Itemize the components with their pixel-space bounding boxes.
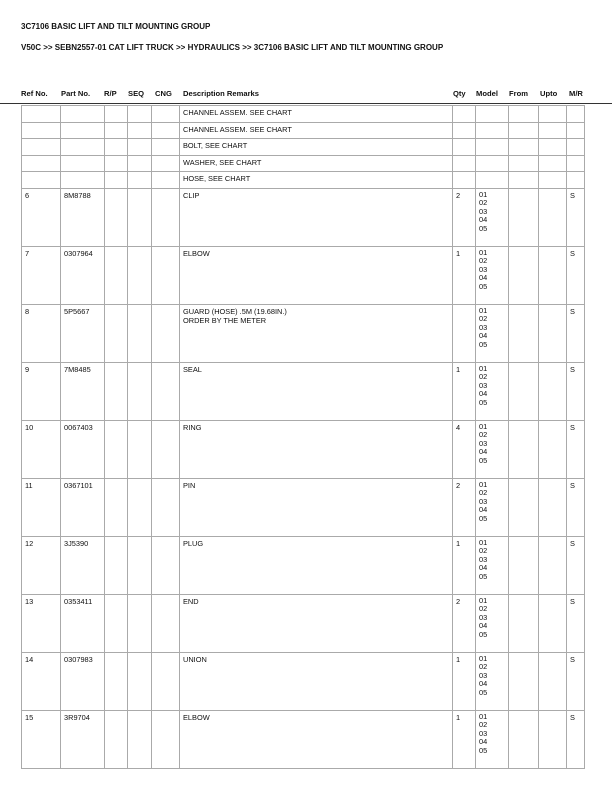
- cell-mr: S: [567, 362, 585, 420]
- cell-seq: [128, 362, 152, 420]
- cell-rp: [105, 139, 128, 156]
- cell-mr: S: [567, 246, 585, 304]
- cell-qty: 1: [453, 536, 476, 594]
- model-code: 03: [479, 496, 488, 506]
- header-cng: CNG: [155, 89, 172, 98]
- cell-from: [509, 155, 539, 172]
- cell-ref: 12: [22, 536, 61, 594]
- cell-qty: 1: [453, 710, 476, 768]
- cell-cng: [152, 536, 180, 594]
- cell-part: 0067403: [61, 420, 105, 478]
- header-seq: SEQ: [128, 89, 145, 98]
- table-row: [22, 304, 585, 362]
- cell-seq: [128, 420, 152, 478]
- cell-qty: 2: [453, 188, 476, 246]
- cell-upto: [539, 139, 567, 156]
- model-code: 04: [479, 273, 488, 282]
- cell-rp: [105, 246, 128, 304]
- cell-part: 0307964: [61, 246, 105, 304]
- model-code: 05: [479, 455, 488, 465]
- cell-mr: [567, 172, 585, 189]
- cell-ref: 13: [22, 594, 61, 652]
- cell-rp: [105, 122, 128, 139]
- cell-desc: [180, 362, 453, 420]
- model-code: 02: [479, 546, 488, 555]
- cell-upto: [539, 122, 567, 139]
- cell-seq: [128, 172, 152, 189]
- cell-upto: [539, 536, 567, 594]
- description-line: CLIP: [183, 190, 200, 200]
- cell-upto: [539, 710, 567, 768]
- description-line: UNION: [183, 654, 207, 664]
- cell-part: 3R9704: [61, 710, 105, 768]
- cell-upto: [539, 478, 567, 536]
- cell-desc: [180, 478, 453, 536]
- cell-desc: [180, 652, 453, 710]
- cell-from: [509, 710, 539, 768]
- cell-upto: [539, 594, 567, 652]
- table-row: [22, 362, 585, 420]
- table-row-note: [22, 139, 585, 156]
- model-code: 02: [479, 314, 488, 323]
- table-row: [22, 420, 585, 478]
- cell-ref: 6: [22, 188, 61, 246]
- cell-from: [509, 246, 539, 304]
- table-row: [22, 536, 585, 594]
- cell-upto: [539, 362, 567, 420]
- cell-ref: [22, 172, 61, 189]
- cell-mr: [567, 155, 585, 172]
- cell-seq: [128, 155, 152, 172]
- model-code: 04: [479, 679, 488, 688]
- cell-model: [476, 188, 509, 246]
- cell-desc: CHANNEL ASSEM. SEE CHART: [180, 122, 453, 139]
- model-code: 02: [479, 430, 488, 439]
- cell-part: [61, 122, 105, 139]
- description-line: ORDER BY THE METER: [183, 315, 267, 325]
- cell-from: [509, 594, 539, 652]
- cell-rp: [105, 536, 128, 594]
- cell-desc: [180, 710, 453, 768]
- cell-ref: 8: [22, 304, 61, 362]
- table-row-note: [22, 172, 585, 189]
- cell-from: [509, 420, 539, 478]
- model-code: 02: [479, 372, 488, 381]
- cell-part: 0367101: [61, 478, 105, 536]
- description-line: END: [183, 596, 199, 606]
- model-code: 03: [479, 322, 488, 332]
- model-code: 05: [479, 629, 488, 639]
- cell-seq: [128, 652, 152, 710]
- cell-qty: 1: [453, 362, 476, 420]
- cell-cng: [152, 188, 180, 246]
- cell-from: [509, 652, 539, 710]
- cell-seq: [128, 139, 152, 156]
- header-from: From: [509, 89, 528, 98]
- cell-from: [509, 536, 539, 594]
- model-code: 02: [479, 256, 488, 265]
- cell-model: [476, 420, 509, 478]
- cell-desc: WASHER, SEE CHART: [180, 155, 453, 172]
- table-row: [22, 710, 585, 768]
- cell-qty: [453, 155, 476, 172]
- cell-rp: [105, 188, 128, 246]
- cell-mr: [567, 106, 585, 123]
- cell-from: [509, 172, 539, 189]
- cell-part: 7M8485: [61, 362, 105, 420]
- model-code: 02: [479, 488, 488, 497]
- model-code: 05: [479, 223, 488, 233]
- model-code: 05: [479, 687, 488, 697]
- model-code: 05: [479, 397, 488, 407]
- model-code: 04: [479, 737, 488, 746]
- model-code: 05: [479, 339, 488, 349]
- cell-mr: [567, 122, 585, 139]
- description-line: PIN: [183, 480, 196, 490]
- cell-seq: [128, 106, 152, 123]
- header-model: Model: [476, 89, 498, 98]
- cell-rp: [105, 420, 128, 478]
- table-row: [22, 478, 585, 536]
- cell-from: [509, 106, 539, 123]
- cell-cng: [152, 155, 180, 172]
- cell-ref: [22, 139, 61, 156]
- model-code: 01: [479, 363, 488, 373]
- cell-cng: [152, 246, 180, 304]
- cell-model: [476, 172, 509, 189]
- cell-from: [509, 304, 539, 362]
- cell-mr: S: [567, 420, 585, 478]
- header-qty: Qty: [453, 89, 466, 98]
- cell-ref: 10: [22, 420, 61, 478]
- cell-cng: [152, 362, 180, 420]
- cell-qty: [453, 106, 476, 123]
- model-code: 02: [479, 720, 488, 729]
- cell-part: [61, 172, 105, 189]
- description-line: GUARD (HOSE) .5M (19.68IN.): [183, 306, 287, 316]
- cell-from: [509, 122, 539, 139]
- cell-rp: [105, 478, 128, 536]
- cell-qty: [453, 304, 476, 362]
- description-line: ELBOW: [183, 248, 210, 258]
- header-ref: Ref No.: [21, 89, 48, 98]
- cell-mr: S: [567, 652, 585, 710]
- cell-seq: [128, 246, 152, 304]
- table-row-note: [22, 122, 585, 139]
- model-code: 05: [479, 571, 488, 581]
- page-title: 3C7106 BASIC LIFT AND TILT MOUNTING GROUP: [21, 22, 211, 31]
- cell-mr: S: [567, 478, 585, 536]
- header-rp: R/P: [104, 89, 117, 98]
- model-code: 01: [479, 479, 488, 489]
- model-code: 05: [479, 513, 488, 523]
- model-code: 04: [479, 505, 488, 514]
- model-code: 02: [479, 198, 488, 207]
- cell-qty: [453, 139, 476, 156]
- cell-desc: [180, 188, 453, 246]
- cell-mr: S: [567, 188, 585, 246]
- cell-ref: 7: [22, 246, 61, 304]
- table-row: [22, 594, 585, 652]
- cell-desc: BOLT, SEE CHART: [180, 139, 453, 156]
- cell-part: 8M8788: [61, 188, 105, 246]
- cell-rp: [105, 710, 128, 768]
- description-line: RING: [183, 422, 202, 432]
- description-line: SEAL: [183, 364, 202, 374]
- cell-desc: [180, 594, 453, 652]
- model-code: 01: [479, 189, 488, 199]
- cell-rp: [105, 362, 128, 420]
- cell-upto: [539, 106, 567, 123]
- model-code: 05: [479, 745, 488, 755]
- cell-qty: 4: [453, 420, 476, 478]
- model-code: 03: [479, 438, 488, 448]
- cell-rp: [105, 155, 128, 172]
- model-code: 01: [479, 711, 488, 721]
- cell-cng: [152, 652, 180, 710]
- cell-model: [476, 536, 509, 594]
- model-code: 04: [479, 389, 488, 398]
- header-part: Part No.: [61, 89, 91, 98]
- cell-cng: [152, 172, 180, 189]
- model-code: 01: [479, 421, 488, 431]
- cell-ref: [22, 106, 61, 123]
- cell-cng: [152, 710, 180, 768]
- cell-rp: [105, 304, 128, 362]
- cell-seq: [128, 594, 152, 652]
- cell-mr: [567, 139, 585, 156]
- cell-from: [509, 188, 539, 246]
- cell-part: 3J5390: [61, 536, 105, 594]
- cell-seq: [128, 478, 152, 536]
- cell-mr: S: [567, 710, 585, 768]
- model-code: 01: [479, 305, 488, 315]
- cell-rp: [105, 172, 128, 189]
- cell-part: [61, 139, 105, 156]
- cell-cng: [152, 304, 180, 362]
- cell-model: [476, 304, 509, 362]
- model-code: 03: [479, 670, 488, 680]
- cell-ref: 11: [22, 478, 61, 536]
- cell-seq: [128, 304, 152, 362]
- model-code: 02: [479, 604, 488, 613]
- cell-qty: 1: [453, 652, 476, 710]
- cell-cng: [152, 420, 180, 478]
- model-code: 04: [479, 621, 488, 630]
- cell-model: [476, 594, 509, 652]
- cell-from: [509, 362, 539, 420]
- cell-desc: HOSE, SEE CHART: [180, 172, 453, 189]
- header-desc: Description Remarks: [183, 89, 259, 98]
- cell-part: [61, 155, 105, 172]
- cell-mr: S: [567, 536, 585, 594]
- cell-seq: [128, 188, 152, 246]
- cell-mr: S: [567, 594, 585, 652]
- cell-from: [509, 478, 539, 536]
- cell-cng: [152, 139, 180, 156]
- model-code: 03: [479, 264, 488, 274]
- cell-part: [61, 106, 105, 123]
- cell-upto: [539, 188, 567, 246]
- cell-part: 0307983: [61, 652, 105, 710]
- cell-ref: [22, 122, 61, 139]
- cell-upto: [539, 155, 567, 172]
- model-code: 04: [479, 215, 488, 224]
- model-code: 04: [479, 563, 488, 572]
- cell-cng: [152, 106, 180, 123]
- cell-cng: [152, 594, 180, 652]
- model-code: 02: [479, 662, 488, 671]
- description-line: ELBOW: [183, 712, 210, 722]
- cell-cng: [152, 478, 180, 536]
- cell-part: 5P5667: [61, 304, 105, 362]
- model-code: 01: [479, 653, 488, 663]
- table-row: [22, 246, 585, 304]
- model-code: 04: [479, 331, 488, 340]
- cell-model: [476, 478, 509, 536]
- cell-upto: [539, 304, 567, 362]
- model-code: 03: [479, 380, 488, 390]
- cell-upto: [539, 172, 567, 189]
- parts-table: [21, 105, 585, 769]
- cell-qty: [453, 122, 476, 139]
- cell-qty: 1: [453, 246, 476, 304]
- cell-model: [476, 139, 509, 156]
- header-upto: Upto: [540, 89, 558, 98]
- cell-seq: [128, 536, 152, 594]
- cell-ref: 15: [22, 710, 61, 768]
- cell-mr: S: [567, 304, 585, 362]
- cell-desc: [180, 246, 453, 304]
- cell-qty: 2: [453, 478, 476, 536]
- cell-seq: [128, 710, 152, 768]
- cell-from: [509, 139, 539, 156]
- model-code: 03: [479, 554, 488, 564]
- description-line: PLUG: [183, 538, 204, 548]
- cell-ref: [22, 155, 61, 172]
- model-code: 01: [479, 247, 488, 257]
- cell-model: [476, 106, 509, 123]
- table-header: [0, 89, 612, 104]
- cell-upto: [539, 420, 567, 478]
- cell-model: [476, 362, 509, 420]
- cell-desc: [180, 304, 453, 362]
- cell-model: [476, 155, 509, 172]
- table-row: [22, 188, 585, 246]
- cell-seq: [128, 122, 152, 139]
- model-code: 04: [479, 447, 488, 456]
- cell-upto: [539, 246, 567, 304]
- model-code: 05: [479, 281, 488, 291]
- model-code: 03: [479, 728, 488, 738]
- cell-model: [476, 122, 509, 139]
- cell-cng: [152, 122, 180, 139]
- cell-rp: [105, 594, 128, 652]
- model-code: 03: [479, 206, 488, 216]
- cell-ref: 14: [22, 652, 61, 710]
- cell-ref: 9: [22, 362, 61, 420]
- cell-upto: [539, 652, 567, 710]
- cell-qty: 2: [453, 594, 476, 652]
- cell-model: [476, 652, 509, 710]
- cell-model: [476, 710, 509, 768]
- cell-desc: CHANNEL ASSEM. SEE CHART: [180, 106, 453, 123]
- cell-desc: [180, 420, 453, 478]
- table-row: [22, 652, 585, 710]
- cell-model: [476, 246, 509, 304]
- cell-rp: [105, 106, 128, 123]
- model-code: 01: [479, 537, 488, 547]
- cell-qty: [453, 172, 476, 189]
- cell-rp: [105, 652, 128, 710]
- cell-desc: [180, 536, 453, 594]
- table-row-note: [22, 155, 585, 172]
- cell-part: 0353411: [61, 594, 105, 652]
- model-code: 03: [479, 612, 488, 622]
- breadcrumb: V50C >> SEBN2557-01 CAT LIFT TRUCK >> HYDRAULICS >> 3C7106 BASIC LIFT AND TILT MOUNTING GROUP: [21, 43, 444, 52]
- model-code: 01: [479, 595, 488, 605]
- table-row-note: [22, 106, 585, 123]
- header-mr: M/R: [569, 89, 583, 98]
